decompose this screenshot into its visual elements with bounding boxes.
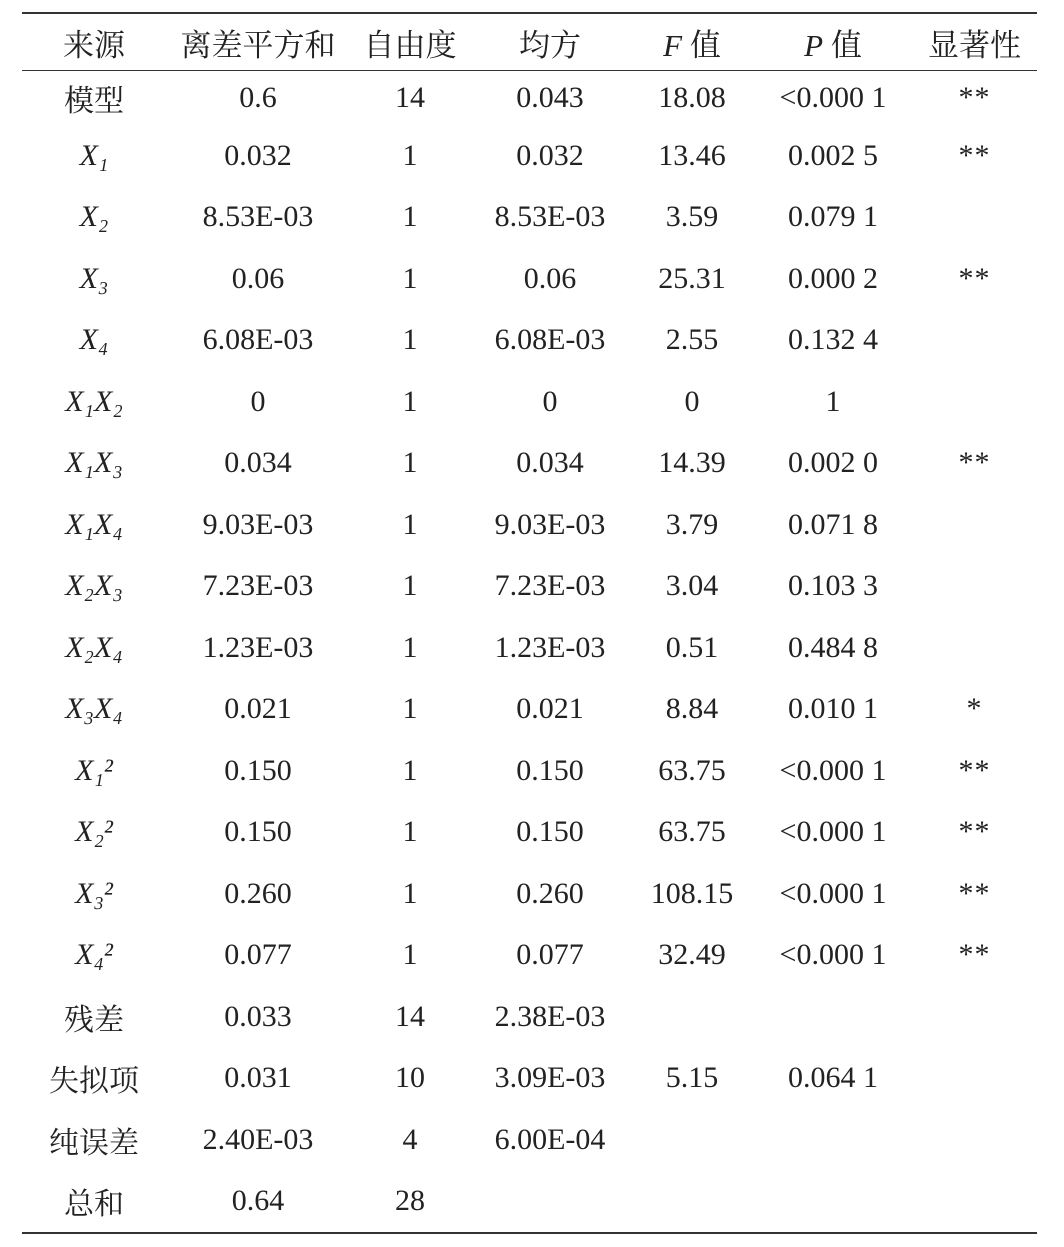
cell-degrees-of-freedom: 4 xyxy=(402,1122,418,1156)
header-p-letter: P xyxy=(804,27,824,63)
cell-significance: ** xyxy=(958,81,991,114)
cell-degrees-of-freedom: 1 xyxy=(402,569,418,603)
cell-degrees-of-freedom: 1 xyxy=(402,200,418,234)
cell-degrees-of-freedom: 1 xyxy=(402,692,418,726)
cell-source: X₄ xyxy=(79,323,109,357)
cell-mean-square: 0.06 xyxy=(523,261,577,295)
cell-mean-square: 0.260 xyxy=(516,876,584,910)
table-row xyxy=(22,494,1037,556)
table-row xyxy=(22,248,1037,310)
table-row xyxy=(22,71,1037,126)
cell-sum-of-squares: 0.021 xyxy=(224,692,292,726)
cell-mean-square: 0.150 xyxy=(516,815,584,849)
cell-significance: ** xyxy=(958,261,991,295)
cell-significance xyxy=(912,1048,1037,1110)
header-f-value xyxy=(630,13,754,71)
cell-source: X₄² xyxy=(75,938,113,972)
cell-f-value: 8.84 xyxy=(665,692,719,726)
table-row xyxy=(22,371,1037,433)
cell-f-value: 5.15 xyxy=(665,1061,719,1095)
cell-sum-of-squares: 0.077 xyxy=(224,938,292,972)
cell-f-value xyxy=(630,1171,754,1234)
cell-significance: ** xyxy=(958,138,991,172)
table-row xyxy=(22,740,1037,802)
header-degrees-of-freedom: 自由度 xyxy=(363,27,457,63)
cell-f-value: 2.55 xyxy=(665,323,719,357)
cell-significance xyxy=(912,986,1037,1048)
cell-sum-of-squares: 0.033 xyxy=(224,999,292,1033)
cell-sum-of-squares: 8.53E-03 xyxy=(202,200,314,234)
cell-degrees-of-freedom: 1 xyxy=(402,507,418,541)
cell-significance: ** xyxy=(958,753,991,787)
cell-source: X₂X₄ xyxy=(65,630,123,664)
cell-mean-square: 7.23E-03 xyxy=(494,569,606,603)
cell-mean-square: 0.043 xyxy=(516,81,584,114)
cell-significance xyxy=(912,617,1037,679)
header-f-suffix: 值 xyxy=(689,27,721,63)
cell-source: 总和 xyxy=(64,1188,124,1222)
cell-source: X₃ xyxy=(79,261,109,295)
cell-f-value: 0 xyxy=(684,384,700,418)
cell-degrees-of-freedom: 1 xyxy=(402,630,418,664)
cell-f-value xyxy=(630,986,754,1048)
cell-p-value: 0.064 1 xyxy=(788,1061,878,1095)
cell-sum-of-squares: 1.23E-03 xyxy=(202,630,314,664)
cell-sum-of-squares: 6.08E-03 xyxy=(202,323,314,357)
cell-p-value xyxy=(754,986,912,1048)
cell-mean-square: 6.00E-04 xyxy=(494,1122,606,1156)
cell-significance xyxy=(912,371,1037,433)
table-row xyxy=(22,617,1037,679)
cell-mean-square: 0.021 xyxy=(516,692,584,726)
cell-p-value: <0.000 1 xyxy=(779,876,887,910)
cell-degrees-of-freedom: 1 xyxy=(402,138,418,172)
cell-sum-of-squares: 0.150 xyxy=(224,753,292,787)
cell-f-value: 63.75 xyxy=(658,815,726,849)
cell-f-value: 18.08 xyxy=(658,81,726,114)
cell-significance: ** xyxy=(958,876,991,910)
cell-sum-of-squares: 0.032 xyxy=(224,138,292,172)
cell-degrees-of-freedom: 1 xyxy=(402,815,418,849)
cell-source: X₂X₃ xyxy=(65,569,123,603)
table-row xyxy=(22,863,1037,925)
header-f-letter: F xyxy=(663,27,683,63)
cell-p-value: <0.000 1 xyxy=(779,753,887,787)
cell-significance xyxy=(912,1109,1037,1171)
cell-sum-of-squares: 0.150 xyxy=(224,815,292,849)
cell-sum-of-squares: 0.06 xyxy=(231,261,285,295)
cell-source: X₁X₃ xyxy=(65,446,123,480)
cell-mean-square: 0.077 xyxy=(516,938,584,972)
cell-mean-square: 2.38E-03 xyxy=(494,999,606,1033)
cell-significance: ** xyxy=(958,938,991,972)
cell-significance xyxy=(912,187,1037,249)
cell-significance xyxy=(912,310,1037,372)
header-p-value xyxy=(754,13,912,71)
cell-f-value: 13.46 xyxy=(658,138,726,172)
cell-p-value: 0.071 8 xyxy=(788,507,878,541)
cell-sum-of-squares: 0 xyxy=(250,384,266,418)
cell-p-value: <0.000 1 xyxy=(779,938,887,972)
cell-f-value: 3.04 xyxy=(665,569,719,603)
cell-p-value xyxy=(754,1171,912,1234)
cell-sum-of-squares: 0.6 xyxy=(239,81,277,114)
cell-sum-of-squares: 7.23E-03 xyxy=(202,569,314,603)
cell-source: X₃² xyxy=(75,876,113,910)
cell-degrees-of-freedom: 1 xyxy=(402,323,418,357)
cell-p-value: <0.000 1 xyxy=(779,815,887,849)
cell-source: X₂ xyxy=(79,200,109,234)
cell-degrees-of-freedom: 14 xyxy=(395,81,425,114)
cell-p-value: 0.132 4 xyxy=(788,323,878,357)
table-row xyxy=(22,187,1037,249)
header-significance: 显著性 xyxy=(928,27,1021,63)
cell-f-value: 108.15 xyxy=(650,876,734,910)
cell-degrees-of-freedom: 1 xyxy=(402,938,418,972)
cell-p-value: 0.002 0 xyxy=(788,446,878,480)
cell-degrees-of-freedom: 28 xyxy=(395,1184,425,1218)
cell-source: 纯误差 xyxy=(49,1126,139,1160)
cell-mean-square: 0.150 xyxy=(516,753,584,787)
cell-degrees-of-freedom: 1 xyxy=(402,384,418,418)
cell-mean-square: 0.032 xyxy=(516,138,584,172)
cell-significance: ** xyxy=(958,815,991,849)
cell-sum-of-squares: 2.40E-03 xyxy=(202,1122,314,1156)
table-body xyxy=(22,71,1037,1234)
cell-mean-square: 8.53E-03 xyxy=(494,200,606,234)
cell-f-value: 3.79 xyxy=(665,507,719,541)
cell-significance: * xyxy=(966,692,983,726)
cell-degrees-of-freedom: 1 xyxy=(402,876,418,910)
cell-sum-of-squares: 0.034 xyxy=(224,446,292,480)
cell-degrees-of-freedom: 10 xyxy=(395,1061,425,1095)
cell-mean-square: 1.23E-03 xyxy=(494,630,606,664)
cell-mean-square: 0.034 xyxy=(516,446,584,480)
cell-f-value: 63.75 xyxy=(658,753,726,787)
table-header xyxy=(22,13,1037,71)
cell-p-value: 0.103 3 xyxy=(788,569,878,603)
cell-p-value: 0.079 1 xyxy=(788,200,878,234)
cell-sum-of-squares: 0.64 xyxy=(231,1184,285,1218)
table-row xyxy=(22,1109,1037,1171)
cell-f-value: 0.51 xyxy=(665,630,719,664)
table-row xyxy=(22,125,1037,187)
cell-significance xyxy=(912,1171,1037,1234)
cell-degrees-of-freedom: 1 xyxy=(402,753,418,787)
cell-significance xyxy=(912,494,1037,556)
cell-source: X₂² xyxy=(75,815,113,849)
header-mean-square: 均方 xyxy=(519,27,581,63)
table-row xyxy=(22,433,1037,495)
cell-p-value xyxy=(754,1109,912,1171)
cell-source: X₃X₄ xyxy=(65,692,123,726)
cell-f-value: 3.59 xyxy=(665,200,719,234)
header-row xyxy=(22,13,1037,71)
cell-source: X₁² xyxy=(75,753,113,787)
cell-f-value: 14.39 xyxy=(658,446,726,480)
cell-p-value: 1 xyxy=(825,384,841,418)
table-row xyxy=(22,679,1037,741)
cell-mean-square: 0 xyxy=(542,384,558,418)
cell-source: 残差 xyxy=(64,1003,124,1037)
table-row xyxy=(22,1048,1037,1110)
table-row xyxy=(22,986,1037,1048)
table-row xyxy=(22,556,1037,618)
table-row xyxy=(22,802,1037,864)
cell-source: 失拟项 xyxy=(49,1065,139,1099)
table-row xyxy=(22,310,1037,372)
cell-p-value: 0.484 8 xyxy=(788,630,878,664)
header-p-suffix: 值 xyxy=(830,27,862,63)
cell-mean-square: 9.03E-03 xyxy=(494,507,606,541)
header-source: 来源 xyxy=(63,27,125,63)
cell-f-value xyxy=(630,1109,754,1171)
cell-p-value: 0.002 5 xyxy=(788,138,878,172)
cell-source: X₁ xyxy=(79,138,109,172)
cell-significance xyxy=(912,556,1037,618)
cell-degrees-of-freedom: 1 xyxy=(402,261,418,295)
cell-f-value: 25.31 xyxy=(658,261,726,295)
cell-significance: ** xyxy=(958,446,991,480)
cell-source: X₁X₂ xyxy=(65,384,123,418)
cell-degrees-of-freedom: 14 xyxy=(395,999,425,1033)
cell-mean-square: 6.08E-03 xyxy=(494,323,606,357)
table-row xyxy=(22,925,1037,987)
cell-p-value: <0.000 1 xyxy=(779,81,887,114)
cell-source: X₁X₄ xyxy=(65,507,123,541)
cell-mean-square xyxy=(470,1171,630,1234)
cell-sum-of-squares: 9.03E-03 xyxy=(202,507,314,541)
anova-table xyxy=(22,12,1037,1234)
cell-source: 模型 xyxy=(64,85,124,118)
cell-p-value: 0.010 1 xyxy=(788,692,878,726)
cell-p-value: 0.000 2 xyxy=(788,261,878,295)
cell-sum-of-squares: 0.260 xyxy=(224,876,292,910)
cell-f-value: 32.49 xyxy=(658,938,726,972)
header-sum-of-squares: 离差平方和 xyxy=(180,27,336,63)
cell-sum-of-squares: 0.031 xyxy=(224,1061,292,1095)
cell-degrees-of-freedom: 1 xyxy=(402,446,418,480)
cell-mean-square: 3.09E-03 xyxy=(494,1061,606,1095)
table-row xyxy=(22,1171,1037,1234)
